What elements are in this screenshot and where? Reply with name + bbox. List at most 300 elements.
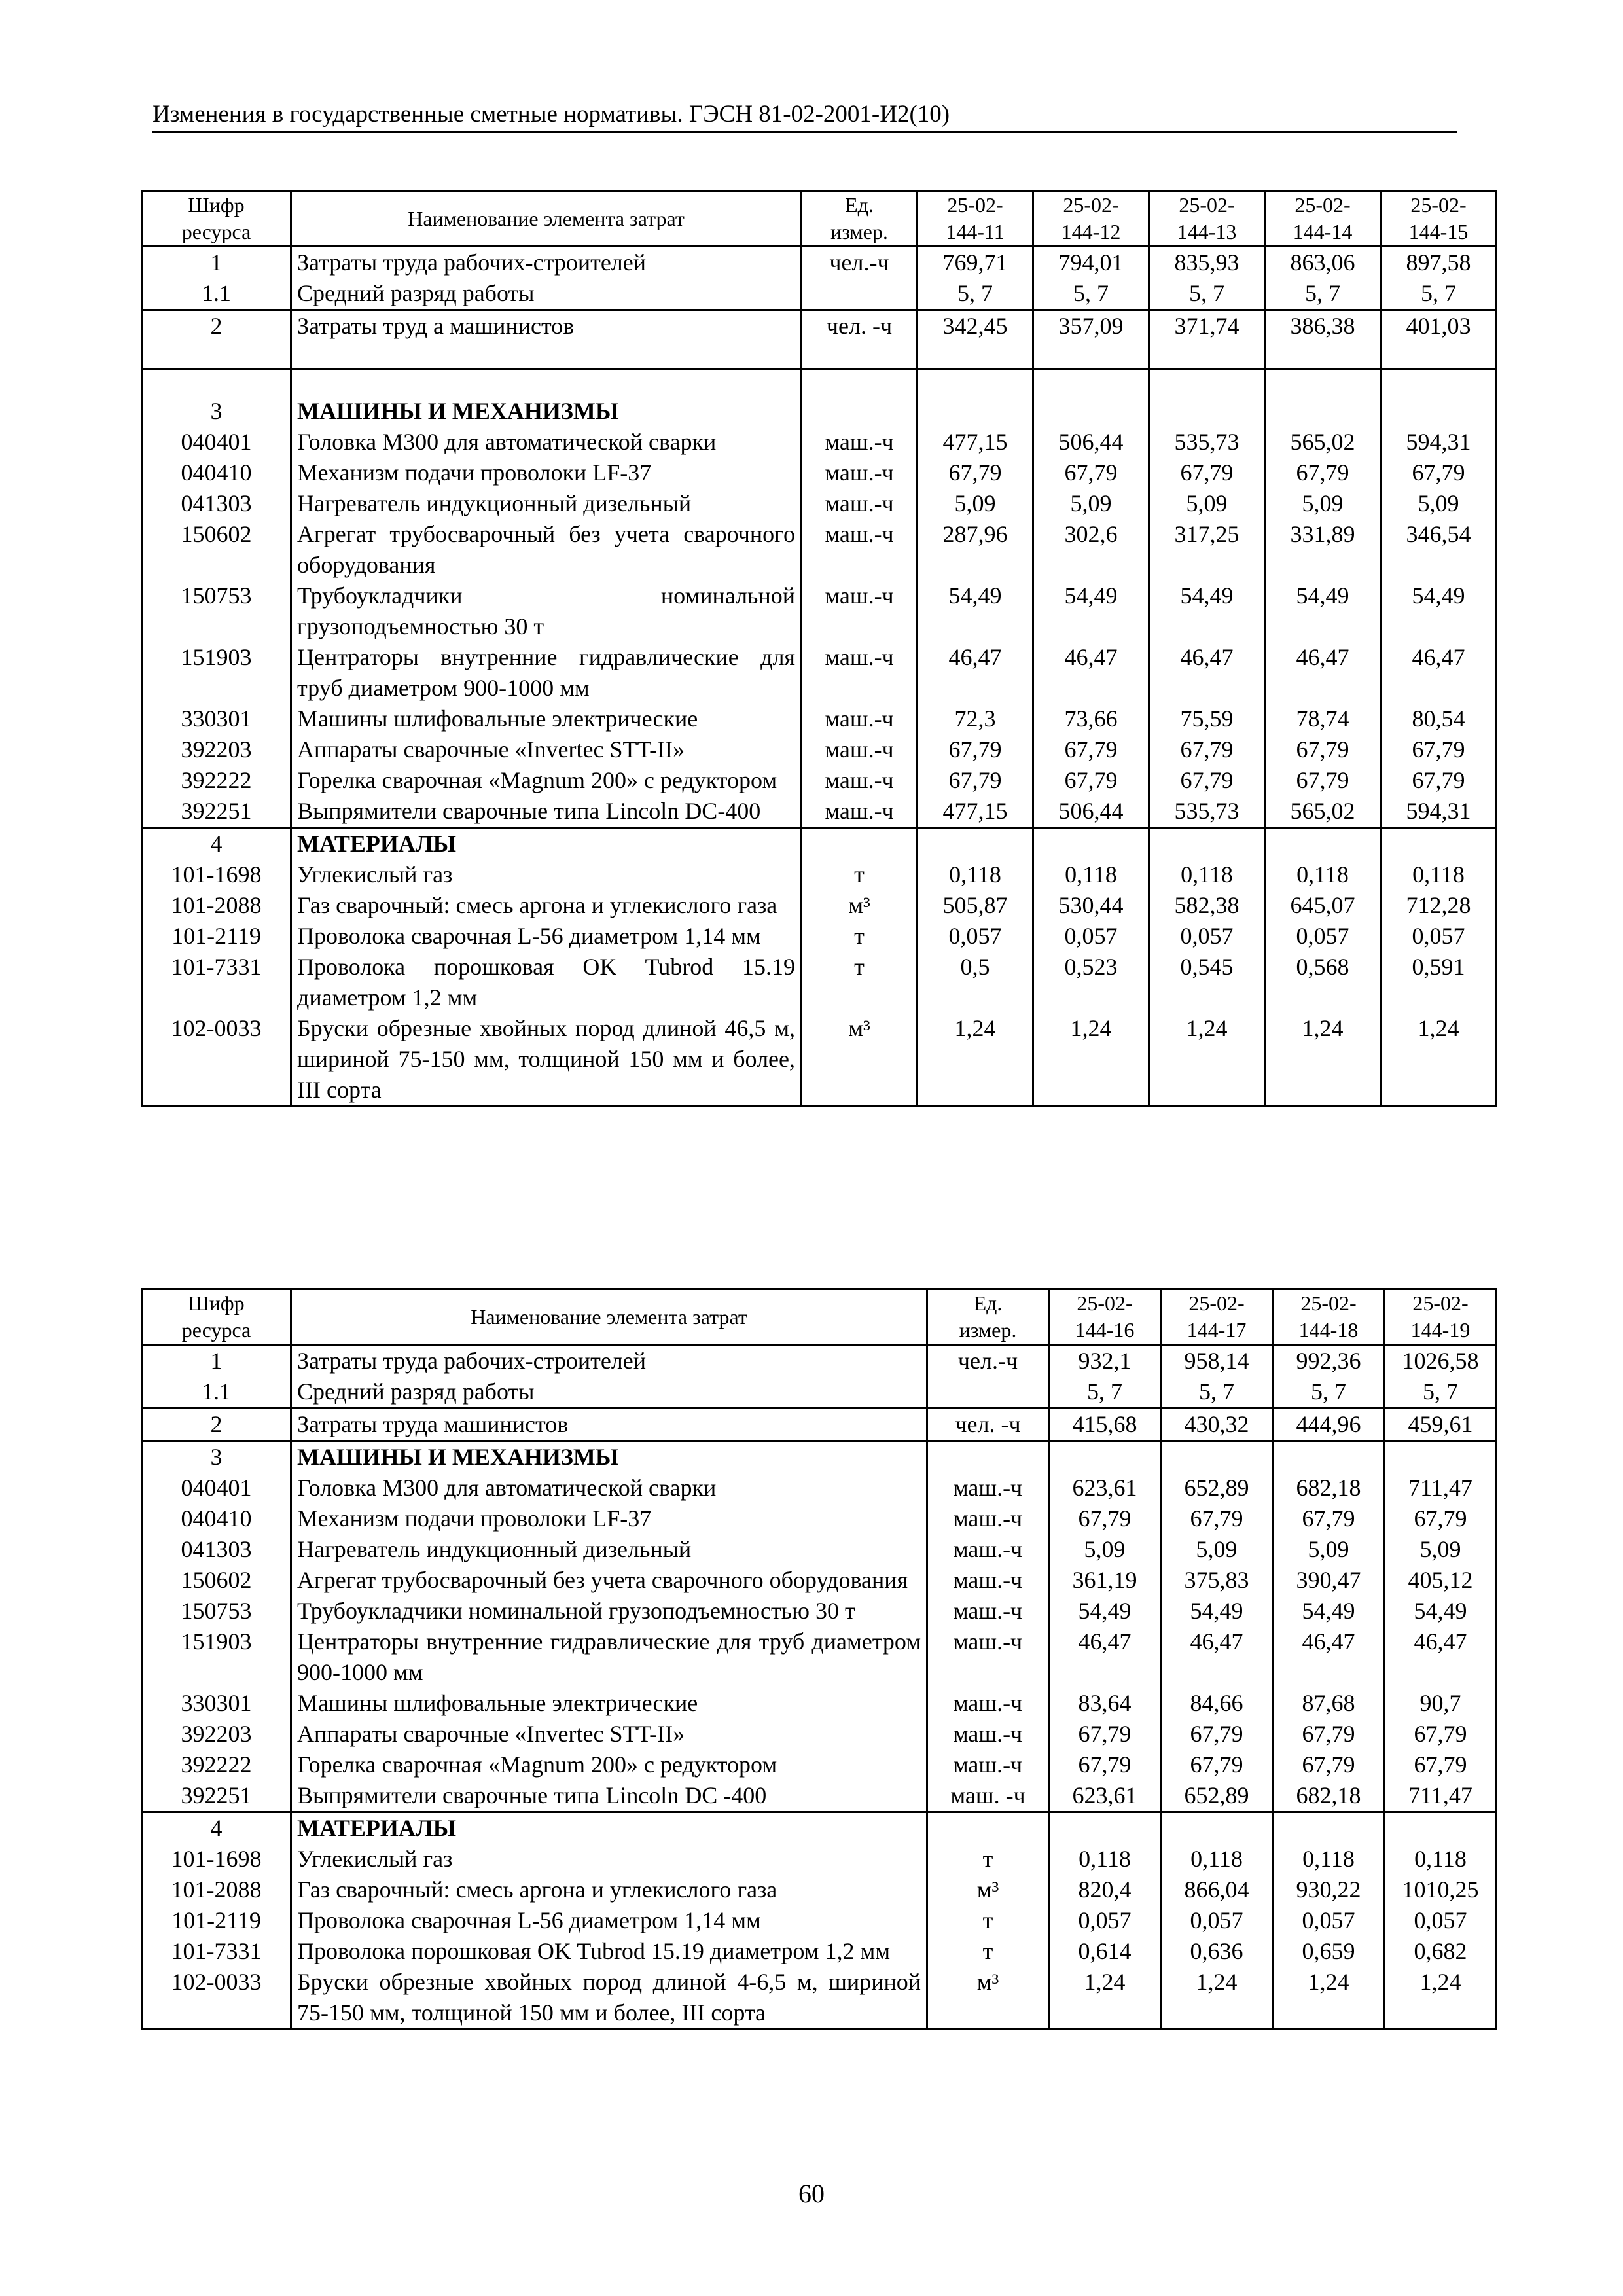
resource-code: 041303 [142, 1534, 291, 1565]
norm-value: 46,47 [1033, 642, 1149, 704]
resource-name: Аппараты сварочные «Invertec STT-II» [291, 734, 802, 765]
norm-value [1381, 828, 1497, 860]
norm-value: 67,79 [1265, 457, 1381, 488]
unit-cell: м³ [927, 1967, 1049, 2030]
norm-value: 72,3 [918, 704, 1033, 734]
norm-value: 67,79 [1161, 1749, 1273, 1780]
norm-value: 46,47 [1273, 1626, 1385, 1688]
resource-code: 392203 [142, 734, 291, 765]
resource-name: Затраты труд а машинистов [291, 310, 802, 342]
table-row [142, 952, 1497, 1013]
norm-value: 958,14 [1161, 1345, 1273, 1377]
norm-value [918, 396, 1033, 427]
header-norm: 25-02- 144-16 [1049, 1289, 1161, 1345]
norm-value: 46,47 [1149, 642, 1265, 704]
norm-value: 0,118 [1161, 1844, 1273, 1874]
resource-code: 4 [142, 828, 291, 860]
norm-value: 5,09 [1273, 1534, 1385, 1565]
norm-value: 863,06 [1265, 247, 1381, 279]
norm-value: 67,79 [1161, 1503, 1273, 1534]
norm-value: 78,74 [1265, 704, 1381, 734]
norm-value: 67,79 [1049, 1719, 1161, 1749]
unit-cell: маш.-ч [927, 1503, 1049, 1534]
norm-value [1033, 396, 1149, 427]
norm-value: 897,58 [1381, 247, 1497, 279]
table-row [142, 859, 1497, 890]
norm-value: 0,057 [1273, 1905, 1385, 1936]
table-row [142, 1967, 1497, 2030]
unit-cell: т [927, 1936, 1049, 1967]
norm-value [918, 828, 1033, 860]
norm-value: 390,47 [1273, 1565, 1385, 1596]
resource-name: Проволока сварочная L-56 диаметром 1,14 мм [291, 921, 802, 952]
norm-value [1265, 396, 1381, 427]
table-row [142, 1749, 1497, 1780]
norm-value [1149, 828, 1265, 860]
norm-value [1385, 1441, 1497, 1473]
norm-value: 5, 7 [1149, 278, 1265, 310]
norm-value: 361,19 [1049, 1565, 1161, 1596]
table-row [142, 1626, 1497, 1688]
norm-value: 0,523 [1033, 952, 1149, 1013]
resource-name: Бруски обрезные хвойных пород длиной 46,5 м, шириной 75-150 мм, толщиной 150 мм и более, III сорта [291, 1013, 802, 1107]
norm-value: 302,6 [1033, 519, 1149, 581]
norm-value: 5,09 [1033, 488, 1149, 519]
table-row [142, 921, 1497, 952]
header-norm: 25-02- 144-12 [1033, 191, 1149, 247]
norm-value: 1,24 [1385, 1967, 1497, 2030]
norm-value: 5, 7 [1049, 1376, 1161, 1408]
norm-value: 477,15 [918, 427, 1033, 457]
resource-code: 150753 [142, 1596, 291, 1626]
resource-name: Затраты труда рабочих-строителей [291, 247, 802, 279]
norm-value: 46,47 [918, 642, 1033, 704]
norm-value: 0,057 [1381, 921, 1497, 952]
norm-value: 67,79 [1049, 1503, 1161, 1534]
resource-code: 330301 [142, 1688, 291, 1719]
resource-code: 392203 [142, 1719, 291, 1749]
header-unit: Ед. измер. [802, 191, 918, 247]
resource-name: Машины шлифовальные электрические [291, 704, 802, 734]
unit-cell: маш.-ч [802, 519, 918, 581]
header-name: Наименование элемента затрат [291, 191, 802, 247]
norm-value: 1,24 [1381, 1013, 1497, 1107]
norm-value: 67,79 [1381, 457, 1497, 488]
resource-name: Нагреватель индукционный дизельный [291, 1534, 927, 1565]
table-row [142, 796, 1497, 828]
norm-value: 1,24 [1265, 1013, 1381, 1107]
resource-code: 040401 [142, 427, 291, 457]
resource-name: Горелка сварочная «Magnum 200» с редуктором [291, 765, 802, 796]
norm-value: 535,73 [1149, 796, 1265, 828]
spacer-row [142, 369, 1497, 397]
resource-code: 101-7331 [142, 1936, 291, 1967]
unit-cell: маш.-ч [802, 796, 918, 828]
table-row [142, 1936, 1497, 1967]
norm-value: 5, 7 [1265, 278, 1381, 310]
unit-cell: м³ [802, 1013, 918, 1107]
norm-value: 67,79 [1385, 1719, 1497, 1749]
unit-cell: маш.-ч [927, 1596, 1049, 1626]
norm-value: 0,118 [1385, 1844, 1497, 1874]
norm-value: 932,1 [1049, 1345, 1161, 1377]
header-norm: 25-02- 144-18 [1273, 1289, 1385, 1345]
norm-value: 0,614 [1049, 1936, 1161, 1967]
unit-cell: т [802, 859, 918, 890]
resource-name: МАШИНЫ И МЕХАНИЗМЫ [291, 1441, 927, 1473]
norm-value: 0,682 [1385, 1936, 1497, 1967]
unit-cell: маш.-ч [802, 765, 918, 796]
unit-cell: маш.-ч [802, 457, 918, 488]
norm-value: 405,12 [1385, 1565, 1497, 1596]
norm-value: 67,79 [1385, 1503, 1497, 1534]
norm-value: 594,31 [1381, 796, 1497, 828]
norm-value: 1,24 [1273, 1967, 1385, 2030]
norm-value: 0,545 [1149, 952, 1265, 1013]
norm-value: 5, 7 [1033, 278, 1149, 310]
norm-value: 0,057 [1265, 921, 1381, 952]
unit-cell: маш.-ч [802, 581, 918, 642]
norm-value: 5, 7 [918, 278, 1033, 310]
resource-code: 040410 [142, 457, 291, 488]
norm-value: 5,09 [1381, 488, 1497, 519]
resource-code: 1.1 [142, 278, 291, 310]
table-header-row [142, 1289, 1497, 1345]
header-unit: Ед. измер. [927, 1289, 1049, 1345]
header-norm: 25-02- 144-13 [1149, 191, 1265, 247]
header-name: Наименование элемента затрат [291, 1289, 927, 1345]
resource-code: 101-2119 [142, 921, 291, 952]
unit-cell [802, 396, 918, 427]
table-row [142, 765, 1497, 796]
unit-cell: маш.-ч [927, 1719, 1049, 1749]
table-row [142, 1345, 1497, 1377]
table-row [142, 1780, 1497, 1812]
norm-value: 67,79 [1273, 1719, 1385, 1749]
norm-value: 46,47 [1385, 1626, 1497, 1688]
norm-value: 67,79 [1273, 1503, 1385, 1534]
resource-code: 392251 [142, 796, 291, 828]
unit-cell: маш.-ч [802, 734, 918, 765]
table-row [142, 1844, 1497, 1874]
norm-value: 682,18 [1273, 1780, 1385, 1812]
unit-cell: маш.-ч [802, 427, 918, 457]
norm-value: 623,61 [1049, 1473, 1161, 1503]
norm-value: 54,49 [918, 581, 1033, 642]
norm-value: 1010,25 [1385, 1874, 1497, 1905]
unit-cell: чел.-ч [927, 1345, 1049, 1377]
resource-name: МАТЕРИАЛЫ [291, 828, 802, 860]
norm-value [1385, 1812, 1497, 1844]
norm-value: 769,71 [918, 247, 1033, 279]
norm-value: 0,5 [918, 952, 1033, 1013]
norm-value: 530,44 [1033, 890, 1149, 921]
norm-value: 0,057 [1161, 1905, 1273, 1936]
table-row [142, 1596, 1497, 1626]
norm-value: 506,44 [1033, 796, 1149, 828]
header-norm: 25-02- 144-19 [1385, 1289, 1497, 1345]
table-row [142, 1905, 1497, 1936]
norm-value: 54,49 [1265, 581, 1381, 642]
resource-name: Нагреватель индукционный дизельный [291, 488, 802, 519]
unit-cell: м³ [927, 1874, 1049, 1905]
resource-code: 102-0033 [142, 1967, 291, 2030]
norm-value: 0,057 [1385, 1905, 1497, 1936]
resource-name: Центраторы внутренние гидравлические для труб диаметром 900-1000 мм [291, 642, 802, 704]
resource-code: 150602 [142, 1565, 291, 1596]
resource-code: 392222 [142, 1749, 291, 1780]
resource-code: 101-1698 [142, 1844, 291, 1874]
norm-value [1161, 1441, 1273, 1473]
unit-cell [927, 1812, 1049, 1844]
unit-cell: маш.-ч [927, 1473, 1049, 1503]
header-code: Шифр ресурса [142, 191, 291, 247]
resource-code: 392222 [142, 765, 291, 796]
norm-value: 652,89 [1161, 1780, 1273, 1812]
resource-code: 2 [142, 1408, 291, 1441]
unit-cell: маш.-ч [927, 1749, 1049, 1780]
resource-name: Трубоукладчики номинальной грузоподъемностью 30 т [291, 581, 802, 642]
resource-name: Проволока порошковая OK Tubrod 15.19 диаметром 1,2 мм [291, 1936, 927, 1967]
norm-value: 67,79 [918, 734, 1033, 765]
norm-value: 682,18 [1273, 1473, 1385, 1503]
norm-value: 54,49 [1273, 1596, 1385, 1626]
norm-value: 992,36 [1273, 1345, 1385, 1377]
norm-value [1033, 828, 1149, 860]
norm-value: 287,96 [918, 519, 1033, 581]
norm-value [1381, 396, 1497, 427]
norm-value: 375,83 [1161, 1565, 1273, 1596]
norm-value: 5, 7 [1381, 278, 1497, 310]
norm-value: 54,49 [1161, 1596, 1273, 1626]
resource-name: МАШИНЫ И МЕХАНИЗМЫ [291, 396, 802, 427]
norm-value: 84,66 [1161, 1688, 1273, 1719]
norm-value: 0,118 [1033, 859, 1149, 890]
norm-value: 711,47 [1385, 1780, 1497, 1812]
resource-name: Механизм подачи проволоки LF-37 [291, 457, 802, 488]
resource-name: Аппараты сварочные «Invertec STT-II» [291, 1719, 927, 1749]
norm-value: 459,61 [1385, 1408, 1497, 1441]
resource-code: 101-2088 [142, 890, 291, 921]
unit-cell: маш.-ч [802, 704, 918, 734]
resource-name: Средний разряд работы [291, 278, 802, 310]
header-norm: 25-02- 144-14 [1265, 191, 1381, 247]
norm-value: 67,79 [1265, 765, 1381, 796]
norm-value: 5, 7 [1385, 1376, 1497, 1408]
resource-code: 040410 [142, 1503, 291, 1534]
unit-cell [927, 1441, 1049, 1473]
norm-value: 46,47 [1049, 1626, 1161, 1688]
norm-value: 866,04 [1161, 1874, 1273, 1905]
resource-name: Углекислый газ [291, 859, 802, 890]
norm-value: 46,47 [1265, 642, 1381, 704]
norm-value: 67,79 [1149, 457, 1265, 488]
unit-cell: маш. -ч [927, 1780, 1049, 1812]
spacer-row [142, 342, 1497, 369]
norm-value: 0,057 [1033, 921, 1149, 952]
table-row [142, 642, 1497, 704]
resource-norms-table-1 [141, 190, 1497, 1107]
norm-value: 1,24 [1049, 1967, 1161, 2030]
resource-code: 101-2088 [142, 1874, 291, 1905]
table-row [142, 1473, 1497, 1503]
norm-value: 54,49 [1033, 581, 1149, 642]
resource-name: Проволока порошковая OK Tubrod 15.19 диаметром 1,2 мм [291, 952, 802, 1013]
norm-value: 371,74 [1149, 310, 1265, 342]
norm-value: 477,15 [918, 796, 1033, 828]
norm-value: 1,24 [1161, 1967, 1273, 2030]
unit-cell: т [927, 1844, 1049, 1874]
resource-code: 3 [142, 1441, 291, 1473]
resource-name: Углекислый газ [291, 1844, 927, 1874]
norm-value: 0,057 [918, 921, 1033, 952]
norm-value: 67,79 [1273, 1749, 1385, 1780]
table-row [142, 1441, 1497, 1473]
norm-value: 386,38 [1265, 310, 1381, 342]
norm-value: 1026,58 [1385, 1345, 1497, 1377]
resource-name: Головка М300 для автоматической сварки [291, 427, 802, 457]
header-norm: 25-02- 144-15 [1381, 191, 1497, 247]
resource-code: 101-7331 [142, 952, 291, 1013]
resource-name: МАТЕРИАЛЫ [291, 1812, 927, 1844]
unit-cell: т [927, 1905, 1049, 1936]
norm-value: 342,45 [918, 310, 1033, 342]
norm-value: 46,47 [1161, 1626, 1273, 1688]
resource-name: Агрегат трубосварочный без учета сварочного оборудования [291, 519, 802, 581]
document-header: Изменения в государственные сметные нормативы. ГЭСН 81-02-2001-И2(10) [152, 99, 1457, 133]
unit-cell: маш.-ч [802, 488, 918, 519]
norm-value: 0,591 [1381, 952, 1497, 1013]
norm-value: 54,49 [1049, 1596, 1161, 1626]
norm-value: 54,49 [1149, 581, 1265, 642]
norm-value: 5,09 [1385, 1534, 1497, 1565]
norm-value: 835,93 [1149, 247, 1265, 279]
norm-value: 0,118 [1381, 859, 1497, 890]
norm-value: 54,49 [1385, 1596, 1497, 1626]
resource-code: 392251 [142, 1780, 291, 1812]
norm-value: 1,24 [1033, 1013, 1149, 1107]
unit-cell: чел.-ч [802, 247, 918, 279]
norm-value: 401,03 [1381, 310, 1497, 342]
resource-name: Выпрямители сварочные типа Lincoln DC-400 [291, 796, 802, 828]
unit-cell: т [802, 952, 918, 1013]
table-row [142, 1874, 1497, 1905]
unit-cell: маш.-ч [927, 1565, 1049, 1596]
norm-value: 0,118 [1149, 859, 1265, 890]
resource-name: Машины шлифовальные электрические [291, 1688, 927, 1719]
table-row [142, 1408, 1497, 1441]
norm-value: 1,24 [1149, 1013, 1265, 1107]
norm-value: 5, 7 [1161, 1376, 1273, 1408]
norm-value: 415,68 [1049, 1408, 1161, 1441]
norm-value: 5, 7 [1273, 1376, 1385, 1408]
unit-cell: м³ [802, 890, 918, 921]
resource-name: Механизм подачи проволоки LF-37 [291, 1503, 927, 1534]
resource-code: 151903 [142, 1626, 291, 1688]
norm-value: 67,79 [1149, 734, 1265, 765]
norm-value [1161, 1812, 1273, 1844]
norm-value: 565,02 [1265, 427, 1381, 457]
resource-code: 1 [142, 247, 291, 279]
header-code: Шифр ресурса [142, 1289, 291, 1345]
norm-value: 430,32 [1161, 1408, 1273, 1441]
norm-value: 67,79 [1161, 1719, 1273, 1749]
norm-value: 535,73 [1149, 427, 1265, 457]
table-row [142, 1719, 1497, 1749]
norm-value: 0,118 [1265, 859, 1381, 890]
unit-cell: маш.-ч [927, 1534, 1049, 1565]
norm-value: 652,89 [1161, 1473, 1273, 1503]
unit-cell: чел. -ч [802, 310, 918, 342]
resource-name: Головка М300 для автоматической сварки [291, 1473, 927, 1503]
norm-value: 5,09 [1049, 1534, 1161, 1565]
norm-value: 1,24 [918, 1013, 1033, 1107]
norm-value: 0,118 [918, 859, 1033, 890]
norm-value: 357,09 [1033, 310, 1149, 342]
norm-value: 67,79 [1381, 765, 1497, 796]
unit-cell: маш.-ч [927, 1688, 1049, 1719]
resource-code: 151903 [142, 642, 291, 704]
norm-value: 346,54 [1381, 519, 1497, 581]
norm-value: 67,79 [918, 765, 1033, 796]
norm-value: 0,636 [1161, 1936, 1273, 1967]
norm-value: 73,66 [1033, 704, 1149, 734]
norm-value: 645,07 [1265, 890, 1381, 921]
table-row [142, 581, 1497, 642]
norm-value: 46,47 [1381, 642, 1497, 704]
header-norm: 25-02- 144-17 [1161, 1289, 1273, 1345]
table-row [142, 396, 1497, 427]
norm-value: 794,01 [1033, 247, 1149, 279]
table-row [142, 1565, 1497, 1596]
resource-code: 150753 [142, 581, 291, 642]
norm-value [1049, 1812, 1161, 1844]
norm-value [1265, 828, 1381, 860]
norm-value: 67,79 [1033, 765, 1149, 796]
norm-value: 90,7 [1385, 1688, 1497, 1719]
unit-cell [927, 1376, 1049, 1408]
norm-value: 54,49 [1381, 581, 1497, 642]
norm-value: 67,79 [1381, 734, 1497, 765]
resource-code: 101-1698 [142, 859, 291, 890]
resource-name: Газ сварочный: смесь аргона и углекислого газа [291, 890, 802, 921]
resource-code: 2 [142, 310, 291, 342]
resource-name: Средний разряд работы [291, 1376, 927, 1408]
table-row [142, 310, 1497, 342]
norm-value: 67,79 [1265, 734, 1381, 765]
norm-value: 67,79 [1033, 734, 1149, 765]
table-row [142, 828, 1497, 860]
norm-value: 506,44 [1033, 427, 1149, 457]
norm-value [1149, 396, 1265, 427]
norm-value: 0,568 [1265, 952, 1381, 1013]
norm-value: 820,4 [1049, 1874, 1161, 1905]
table-row [142, 457, 1497, 488]
table-row [142, 1503, 1497, 1534]
page-number: 60 [798, 2179, 825, 2208]
norm-value: 0,057 [1049, 1905, 1161, 1936]
norm-value: 67,79 [1049, 1749, 1161, 1780]
resource-code: 101-2119 [142, 1905, 291, 1936]
resource-code: 040401 [142, 1473, 291, 1503]
resource-name: Агрегат трубосварочный без учета сварочного оборудования [291, 1565, 927, 1596]
resource-code: 330301 [142, 704, 291, 734]
norm-value [1273, 1812, 1385, 1844]
table-row [142, 247, 1497, 279]
resource-code: 102-0033 [142, 1013, 291, 1107]
resource-name: Газ сварочный: смесь аргона и углекислого газа [291, 1874, 927, 1905]
norm-value: 75,59 [1149, 704, 1265, 734]
